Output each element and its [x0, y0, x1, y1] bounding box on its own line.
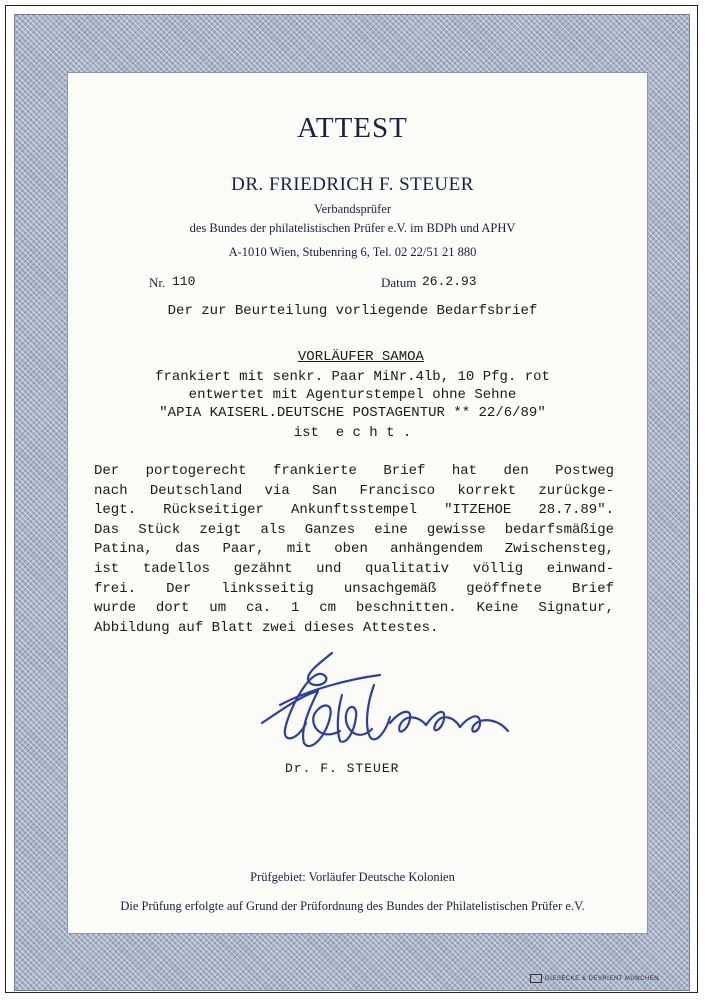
date-label: Datum — [381, 275, 417, 290]
body-line: legt. Rückseitiger Ankunftsstempel "ITZEHOE 28.7.89". — [94, 502, 614, 519]
expert-association: des Bundes der philatelistischen Prüfer e.V. im BDPh und APHV — [189, 221, 516, 235]
number-value: 110 — [172, 274, 196, 289]
body-line: Der portogerecht frankierte Brief hat den Postweg — [94, 463, 614, 479]
body-line: Das Stück zeigt als Ganzes eine gewisse bedarfsmäßige — [94, 521, 614, 538]
expert-name: DR. FRIEDRICH F. STEUER — [231, 174, 474, 195]
body-line: frei. Der linksseitig unsachgemäß geöffnete Brief — [94, 580, 614, 597]
handwritten-signature — [240, 645, 540, 765]
printer-name: GIESECKE & DEVRIENT MÜNCHEN — [545, 976, 660, 983]
date-value: 26.2.93 — [422, 274, 477, 289]
expert-address: A-1010 Wien, Stubenring 6, Tel. 02 22/51 21 880 — [228, 245, 477, 259]
intro-line: Der zur Beurteilung vorliegende Bedarfsbrief — [167, 303, 538, 319]
signer-name: Dr. F. STEUER — [285, 761, 400, 776]
body-line: Abbildung auf Blatt zwei dieses Attestes. — [94, 619, 439, 636]
certificate-title: ATTEST — [297, 112, 408, 144]
detail-line: entwertet mit Agenturstempel ohne Sehne — [188, 387, 517, 403]
subject-row — [0, 333, 705, 365]
body-line: ist tadellos gezähnt und qualitativ völlig einwand- — [94, 560, 614, 577]
body-line: wurde dort um ca. 1 cm beschnitten. Keine Signatur, — [94, 600, 614, 617]
body-line: nach Deutschland via San Francisco korrekt zurückge- — [94, 482, 614, 499]
regulation-note: Die Prüfung erfolgte auf Grund der Prüfordnung des Bundes der Philatelistischen Prüfer e.V. — [120, 899, 585, 913]
body-line: Patina, das Paar, mit oben anhängendem Zwischensteg, — [94, 541, 614, 558]
subject-title: VORLÄUFER SAMOA — [297, 349, 424, 365]
printer-logo-icon — [530, 974, 542, 983]
detail-line: "APIA KAISERL.DEUTSCHE POSTAGENTUR ** 22/6/89" — [159, 405, 546, 421]
detail-line: frankiert mit senkr. Paar MiNr.4lb, 10 Pfg. rot — [155, 369, 550, 385]
printer-imprint — [530, 974, 659, 983]
body-text — [94, 462, 614, 638]
detail-line: ist e c h t . — [293, 425, 412, 441]
expert-role: Verbandsprüfer — [313, 202, 392, 216]
exam-area: Prüfgebiet: Vorläufer Deutsche Kolonien — [250, 870, 455, 884]
number-label: Nr. — [149, 275, 166, 290]
